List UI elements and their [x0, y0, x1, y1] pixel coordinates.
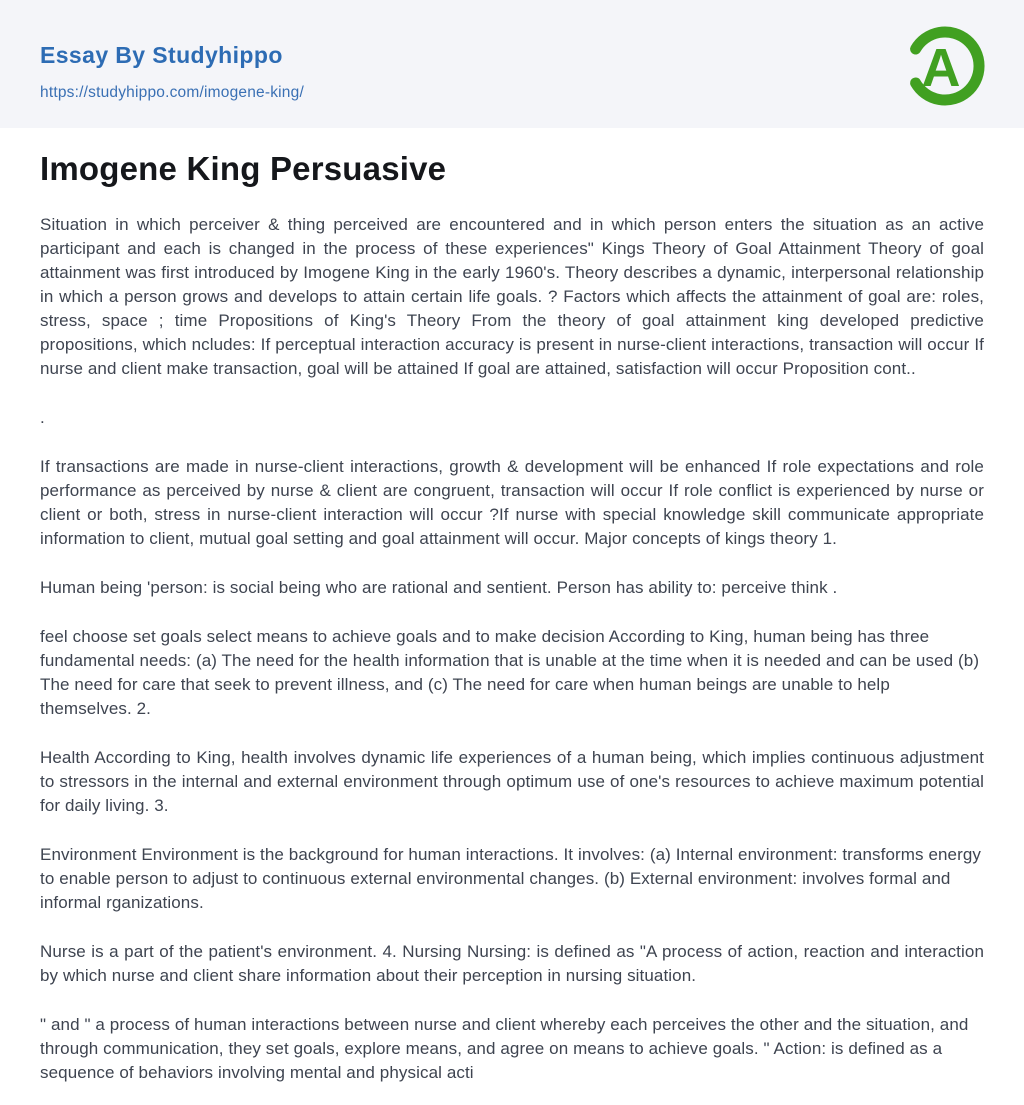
- source-url-link[interactable]: https://studyhippo.com/imogene-king/: [40, 84, 304, 101]
- paragraph: Human being 'person: is social being who are rational and sentient. Person has ability to: perceive think .: [40, 578, 838, 597]
- paragraph: feel choose set goals select means to achieve goals and to make decision According to King, human being has three fundamental needs: (a) The need for the health information that is unable at the time when it is needed and can be used (b) The need for care that seek to prevent illness, and (c) The need for care when human beings are unable to help themselves. 2.: [40, 627, 980, 718]
- paragraph: .: [40, 408, 45, 427]
- paragraph: If transactions are made in nurse-client interactions, growth & development will be enhanced If role expectations and role performance as perceived by nurse & client are congruent, transaction will occur If role conflict is experienced by nurse or client or both, stress in nurse-client interaction will occur ?If nurse with special knowledge skill communicate appropriate information to client, mutual goal setting and goal attainment will occur. Major concepts of kings theory 1.: [40, 457, 984, 548]
- paragraph: Health According to King, health involves dynamic life experiences of a human being, which implies continuous adjustment to stressors in the internal and external environment through optimum use of one's resources to achieve maximum potential for daily living. 3.: [40, 748, 984, 815]
- paragraph: Nurse is a part of the patient's environment. 4. Nursing Nursing: is defined as "A process of action, reaction and interaction by which nurse and client share information about their perception in nursing situation.: [40, 942, 984, 985]
- paragraph: Situation in which perceiver & thing perceived are encountered and in which person enters the situation as an active participant and each is changed in the process of these experiences" Kings Theory of Goal Attainment Theory of goal attainment was first introduced by Imogene King in the early 1960's. Theory describes a dynamic, interpersonal relationship in which a person grows and develops to attain certain life goals. ? Factors which affects the attainment of goal are: roles, stress, space ; time Propositions of King's Theory From the theory of goal attainment king developed predictive propositions, which ncludes: If perceptual interaction accuracy is present in nurse-client interactions, transaction will occur If nurse and client make transaction, goal will be attained If goal are attained, satisfaction will occur Proposition cont..: [40, 215, 984, 378]
- brand-title: Essay By Studyhippo: [40, 42, 283, 68]
- logo-letter: A: [921, 38, 961, 98]
- document-body: [0, 128, 1024, 1085]
- studyhippo-logo-icon: [903, 24, 987, 108]
- page-header: [0, 0, 1024, 128]
- paragraph: " and " a process of human interactions between nurse and client whereby each perceives the other and the situation, and through communication, they set goals, explore means, and agree on means to achieve goals. " Action: is defined as a sequence of behaviors involving mental and physical acti: [40, 1015, 969, 1082]
- paragraph: Environment Environment is the background for human interactions. It involves: (a) Internal environment: transforms energy to enable person to adjust to continuous external environmental changes. (b) External environment: involves formal and informal rganizations.: [40, 845, 982, 912]
- logo-arc-icon: [903, 24, 987, 108]
- page-title: Imogene King Persuasive: [40, 150, 447, 187]
